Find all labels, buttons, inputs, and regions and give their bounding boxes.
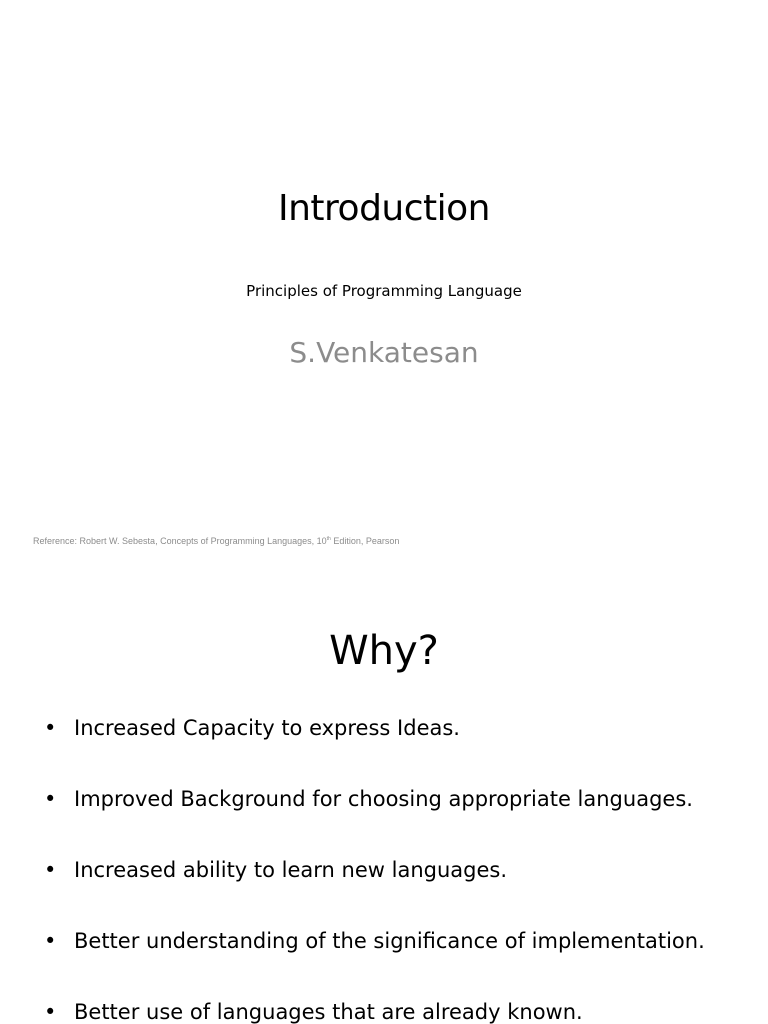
bullet-icon: • [44,787,57,811]
slide-subtitle: Principles of Programming Language [246,282,522,300]
bullet-text: Increased ability to learn new languages. [74,858,508,882]
slide-why [0,576,768,1024]
reference-note [33,535,399,547]
reference-prefix: Reference: Robert W. Sebesta, Concepts of Programming Languages, 10 [33,536,327,546]
bullet-icon: • [44,858,57,882]
bullet-text: Increased Capacity to express Ideas. [74,716,460,740]
slide-title: Why? [329,628,439,674]
author-name: S.Venkatesan [289,336,479,369]
bullet-text: Improved Background for choosing appropriate languages. [74,787,693,811]
bullet-icon: • [44,716,57,740]
reference-superscript: th [326,536,331,542]
bullet-icon: • [44,929,57,953]
bullet-text: Better use of languages that are already known. [74,1000,583,1024]
bullet-icon: • [44,1000,57,1024]
reference-suffix: Edition, Pearson [330,536,400,546]
bullet-text: Better understanding of the significance of implementation. [74,929,705,953]
slide-title: Introduction [277,188,490,229]
